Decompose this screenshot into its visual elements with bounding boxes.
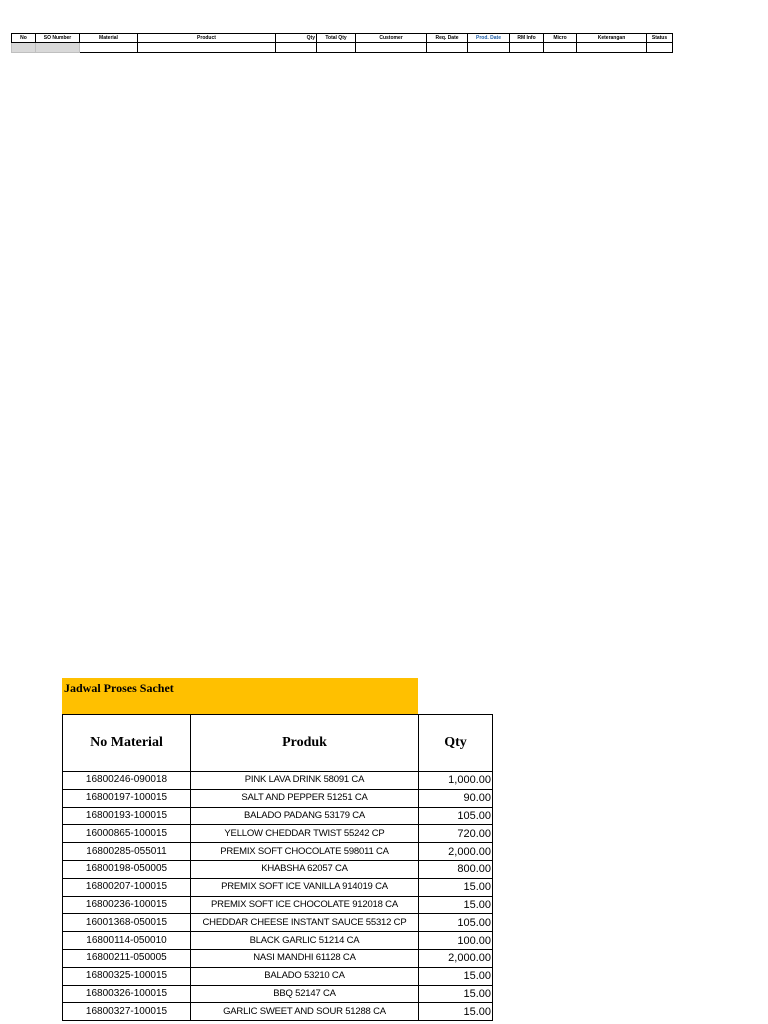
table-row [63,949,493,967]
col-micro: Micro [544,34,577,43]
schedule-header-table [11,33,673,53]
qty-cell: 1,000.00 [419,772,493,790]
produk-cell: PREMIX SOFT ICE VANILLA 914019 CA [191,878,419,896]
qty-cell: 2,000.00 [419,843,493,861]
table-row [63,789,493,807]
produk-cell: BALADO PADANG 53179 CA [191,807,419,825]
material-cell: 16800197-100015 [63,789,191,807]
empty-cell [36,43,80,53]
col-total-qty: Total Qty [317,34,356,43]
sachet-title: Jadwal Proses Sachet [64,681,174,695]
qty-cell: 15.00 [419,967,493,985]
empty-cell [427,43,468,53]
qty-cell: 105.00 [419,807,493,825]
col-no-material: No Material [63,715,191,772]
table-row [63,914,493,932]
table-row [63,825,493,843]
material-cell: 16800198-050005 [63,860,191,878]
empty-cell [317,43,356,53]
table-row [63,967,493,985]
material-cell: 16800327-100015 [63,1003,191,1021]
material-cell: 16800285-055011 [63,843,191,861]
material-cell: 16800326-100015 [63,985,191,1003]
table-row [63,1003,493,1021]
material-cell: 16001368-050015 [63,914,191,932]
col-status: Status [647,34,673,43]
empty-cell [544,43,577,53]
material-cell: 16000865-100015 [63,825,191,843]
empty-cell [356,43,427,53]
material-cell: 16800211-050005 [63,949,191,967]
col-keterangan: Keterangan [577,34,647,43]
material-cell: 16800207-100015 [63,878,191,896]
empty-cell [12,43,36,53]
col-rm-info: RM Info [510,34,544,43]
col-produk: Produk [191,715,419,772]
qty-cell: 2,000.00 [419,949,493,967]
empty-cell [577,43,647,53]
table-row [63,985,493,1003]
qty-cell: 100.00 [419,932,493,950]
col-no: No [12,34,36,43]
col-customer: Customer [356,34,427,43]
produk-cell: PREMIX SOFT ICE CHOCOLATE 912018 CA [191,896,419,914]
table-row [63,896,493,914]
empty-cell [80,43,138,53]
material-cell: 16800246-090018 [63,772,191,790]
empty-cell [510,43,544,53]
col-req-date: Req. Date [427,34,468,43]
empty-cell [468,43,510,53]
col-prod-date: Prod. Date [468,34,510,43]
produk-cell: CHEDDAR CHEESE INSTANT SAUCE 55312 CP [191,914,419,932]
produk-cell: SALT AND PEPPER 51251 CA [191,789,419,807]
table-row [63,878,493,896]
produk-cell: PREMIX SOFT CHOCOLATE 598011 CA [191,843,419,861]
table-row [63,860,493,878]
produk-cell: KHABSHA 62057 CA [191,860,419,878]
produk-cell: PINK LAVA DRINK 58091 CA [191,772,419,790]
material-cell: 16800236-100015 [63,896,191,914]
sachet-header-row [63,715,493,772]
table-row [63,772,493,790]
qty-cell: 15.00 [419,896,493,914]
col-qty: Qty [419,715,493,772]
produk-cell: BALADO 53210 CA [191,967,419,985]
qty-cell: 15.00 [419,1003,493,1021]
qty-cell: 720.00 [419,825,493,843]
sachet-title-banner [62,678,418,714]
empty-cell [647,43,673,53]
sachet-table [62,714,493,1021]
col-material: Material [80,34,138,43]
qty-cell: 15.00 [419,878,493,896]
qty-cell: 15.00 [419,985,493,1003]
produk-cell: BBQ 52147 CA [191,985,419,1003]
material-cell: 16800114-050010 [63,932,191,950]
table-row [63,843,493,861]
table-row [63,807,493,825]
table-row [63,932,493,950]
produk-cell: YELLOW CHEDDAR TWIST 55242 CP [191,825,419,843]
produk-cell: NASI MANDHI 61128 CA [191,949,419,967]
col-so-number: SO Number [36,34,80,43]
produk-cell: BLACK GARLIC 51214 CA [191,932,419,950]
material-cell: 16800325-100015 [63,967,191,985]
empty-cell [138,43,276,53]
empty-cell [276,43,317,53]
material-cell: 16800193-100015 [63,807,191,825]
empty-row [12,43,673,53]
qty-cell: 800.00 [419,860,493,878]
produk-cell: GARLIC SWEET AND SOUR 51288 CA [191,1003,419,1021]
qty-cell: 105.00 [419,914,493,932]
col-product: Product [138,34,276,43]
col-qty: Qty [276,34,317,43]
header-row [12,34,673,43]
qty-cell: 90.00 [419,789,493,807]
